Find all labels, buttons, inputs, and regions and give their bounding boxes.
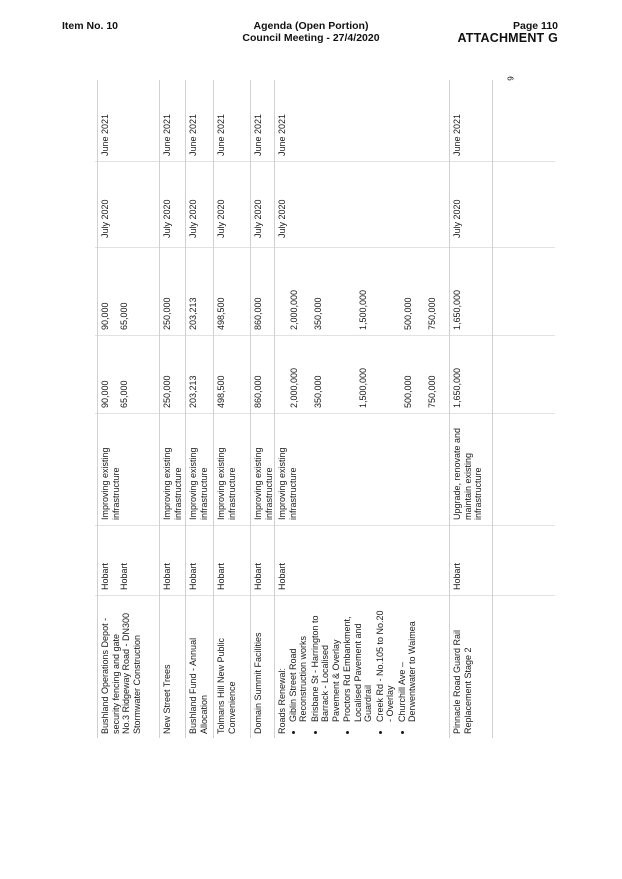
- budget-cell: [100, 336, 129, 408]
- page-header: [457, 20, 558, 44]
- budget: 90,000: [100, 380, 110, 408]
- budget: 65,000: [118, 380, 129, 408]
- location: Hobart: [216, 562, 226, 590]
- start-date: July 2020: [188, 199, 198, 238]
- budget: 500,000: [403, 375, 413, 408]
- capital-works-table: [95, 80, 555, 738]
- list-item: • Churchill Ave – Derwentwater to Waimea: [397, 606, 418, 722]
- budget: 498,500: [216, 297, 226, 330]
- objective: Upgrade, renovate and maintain existing infrastructure: [452, 427, 483, 520]
- budget: 1,500,000: [358, 367, 368, 408]
- budget: 750,000: [427, 375, 437, 408]
- budget: 500,000: [403, 297, 413, 330]
- list-item: • Proctors Rd Embankment, Localised Pavement and Guardrail: [342, 606, 374, 722]
- end-date: June 2021: [277, 113, 287, 156]
- budget: 1,650,000: [452, 289, 462, 330]
- list-item: • Brisbane St - Harrington to Barrack - Localised Pavement & Overlay: [310, 606, 342, 722]
- budget: 1,650,000: [452, 367, 462, 408]
- project-name: Tolmans Hill New Public Convenience: [216, 637, 237, 734]
- start-date: July 2020: [277, 199, 287, 238]
- list-item: • Creek Rd - No.105 to No.20 - Overlay: [375, 606, 396, 722]
- budget: 860,000: [253, 297, 263, 330]
- location-cell: [100, 530, 129, 590]
- budget: 350,000: [313, 375, 323, 408]
- end-date: June 2021: [100, 113, 110, 156]
- table-row: [159, 80, 186, 738]
- location: Hobart: [253, 562, 263, 590]
- location: Hobart: [162, 562, 172, 590]
- objective: Improving existing infrastructure: [100, 447, 121, 520]
- objective: Improving existing infrastructure: [216, 447, 237, 520]
- project-name: Domain Summit Facilities: [253, 632, 263, 734]
- location: Hobart: [100, 562, 110, 590]
- objective: Improving existing infrastructure: [162, 447, 183, 520]
- attachment-label: ATTACHMENT G: [457, 31, 558, 45]
- location: Hobart: [452, 562, 462, 590]
- table-row: [185, 80, 214, 738]
- budget: 250,000: [162, 297, 172, 330]
- project-name: No.3 Ridgeway Road - DN300 Stormwater Construction: [121, 612, 142, 734]
- budget: 65,000: [118, 302, 129, 330]
- project-name: Bushland Operations Depot - security fencing and gate: [100, 617, 121, 734]
- table-row: [213, 80, 251, 738]
- start-date: July 2020: [216, 199, 226, 238]
- location: Hobart: [277, 562, 287, 590]
- project-name: Roads Renewal:: [277, 667, 287, 734]
- table-row: [274, 80, 450, 738]
- budget: 2,000,000: [289, 289, 299, 330]
- end-date: June 2021: [452, 113, 462, 156]
- end-date: June 2021: [216, 113, 226, 156]
- location: Hobart: [118, 562, 129, 590]
- budget: 203,213: [188, 375, 198, 408]
- list-item: • Giblin Street Road Reconstruction works: [288, 606, 309, 722]
- end-date: June 2021: [162, 113, 172, 156]
- end-date: June 2021: [188, 113, 198, 156]
- objective: Improving existing infrastructure: [277, 447, 298, 520]
- project-cell: [277, 606, 419, 734]
- start-date: July 2020: [452, 199, 462, 238]
- table-row: [449, 80, 493, 738]
- budget-cell: [100, 258, 129, 330]
- end-date: June 2021: [253, 113, 263, 156]
- item-number: Item No. 10: [62, 20, 119, 32]
- meeting-date: Council Meeting - 27/4/2020: [242, 32, 380, 44]
- roads-list: [288, 606, 418, 734]
- budget-cell: [289, 336, 438, 408]
- page-number: 6: [505, 76, 515, 81]
- page-label: Page 110: [513, 20, 558, 32]
- location: Hobart: [188, 562, 198, 590]
- budget: 250,000: [162, 375, 172, 408]
- budget: 2,000,000: [289, 367, 299, 408]
- start-date: July 2020: [100, 199, 110, 238]
- objective: Improving existing infrastructure: [188, 447, 209, 520]
- budget: 203,213: [188, 297, 198, 330]
- budget: 860,000: [253, 375, 263, 408]
- start-date: July 2020: [253, 199, 263, 238]
- project-cell: [100, 606, 142, 734]
- table-row: [250, 80, 275, 738]
- start-date: July 2020: [162, 199, 172, 238]
- budget-cell: [289, 258, 438, 330]
- project-name: New Street Trees: [162, 664, 172, 734]
- budget: 750,000: [427, 297, 437, 330]
- project-name: Bushland Fund - Annual Allocation: [188, 637, 209, 734]
- budget: 90,000: [100, 302, 110, 330]
- table-row: [97, 80, 160, 738]
- project-name: Pinnacle Road Guard Rail Replacement Stage 2: [452, 629, 473, 734]
- budget: 350,000: [313, 297, 323, 330]
- objective: Improving existing infrastructure: [253, 447, 274, 520]
- agenda-title: Agenda (Open Portion): [253, 20, 369, 32]
- budget: 498,500: [216, 375, 226, 408]
- budget: 1,500,000: [358, 289, 368, 330]
